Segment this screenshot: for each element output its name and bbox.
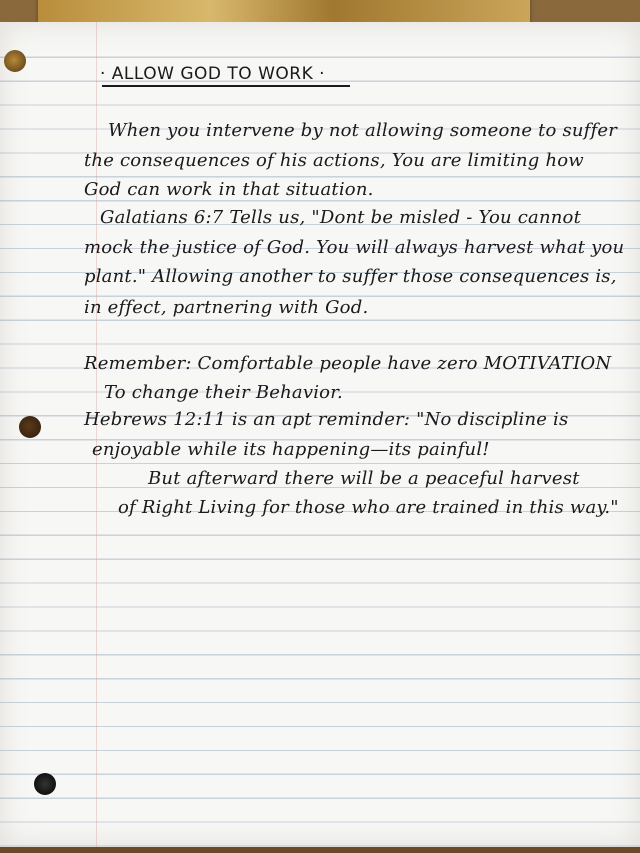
note-line: Hebrews 12:11 is an apt reminder: "No discipline is xyxy=(84,409,569,430)
note-title: · ALLOW GOD TO WORK · xyxy=(100,64,326,84)
binder-hole-bottom xyxy=(34,773,56,795)
note-line: God can work in that situation. xyxy=(84,179,374,200)
binder-hole-top xyxy=(4,50,26,72)
note-line: of Right Living for those who are trained in this way." xyxy=(118,497,619,518)
note-line: When you intervene by not allowing someone to suffer xyxy=(108,120,618,141)
note-line: Remember: Comfortable people have zero MOTIVATION xyxy=(84,353,612,374)
binder-hole-middle xyxy=(19,416,41,438)
note-line: But afterward there will be a peaceful harvest xyxy=(148,468,580,489)
note-line: To change their Behavior. xyxy=(104,382,343,403)
note-line: in effect, partnering with God. xyxy=(84,297,369,318)
note-line: plant." Allowing another to suffer those consequences is, xyxy=(84,266,617,287)
title-underline xyxy=(102,85,350,87)
note-line: mock the justice of God. You will always harvest what you xyxy=(84,237,625,258)
note-line: Galatians 6:7 Tells us, "Dont be misled - You cannot xyxy=(100,207,582,228)
note-line: the consequences of his actions, You are limiting how xyxy=(84,150,584,171)
note-line: enjoyable while its happening—its painful! xyxy=(92,439,490,460)
margin-line xyxy=(96,22,97,847)
